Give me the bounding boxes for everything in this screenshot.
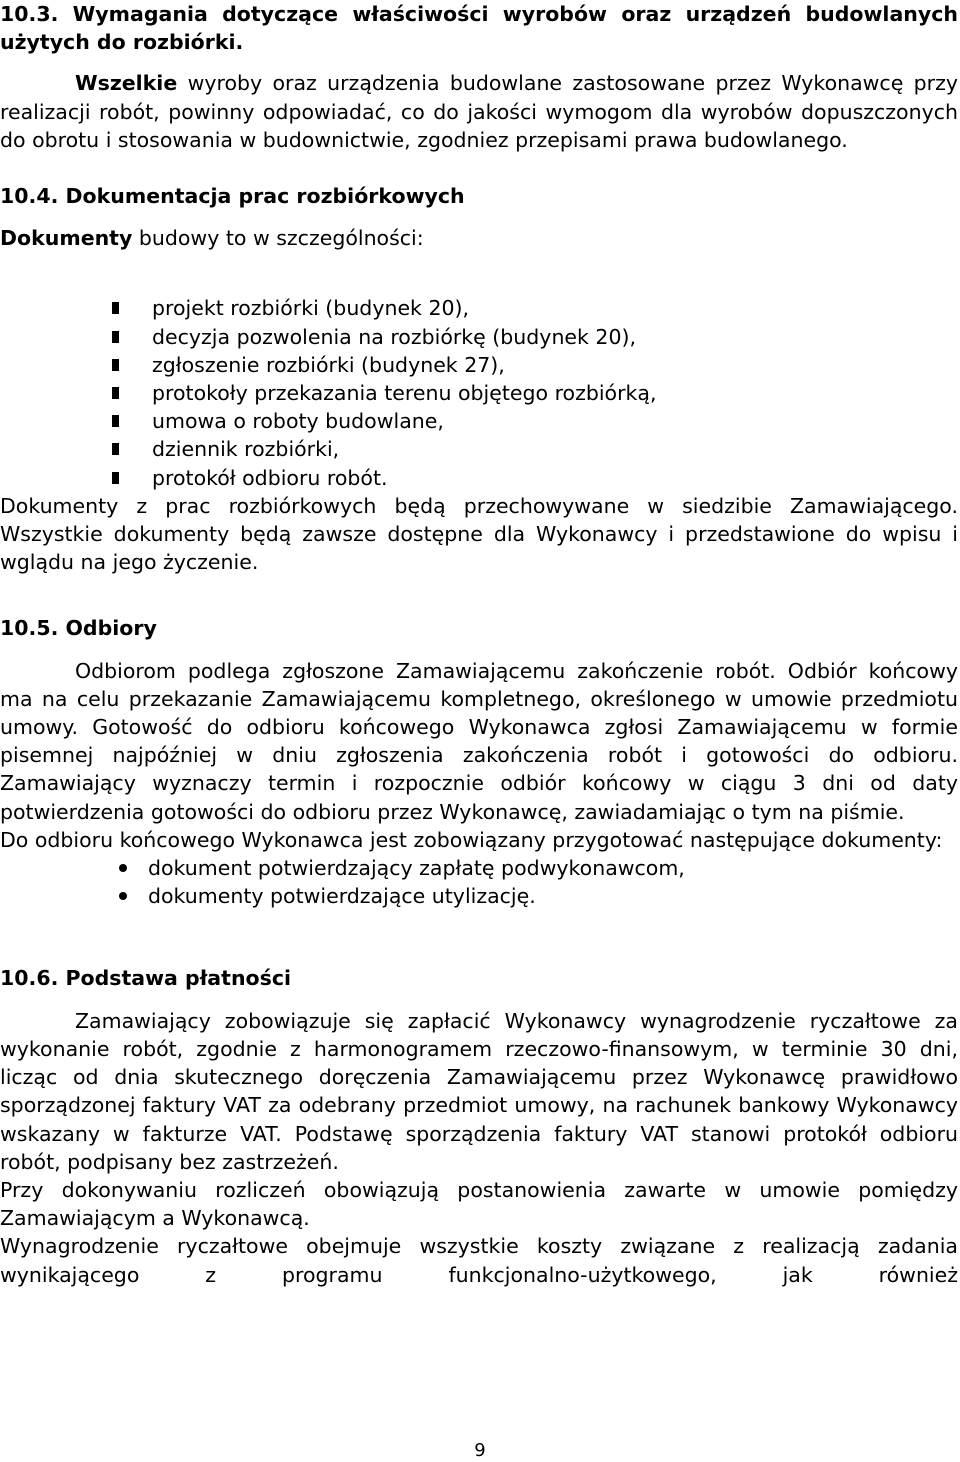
list-item [0, 351, 958, 379]
section-10-4-intro [0, 224, 958, 252]
section-10-5-paragraph: Odbiorom podlega zgłoszone Zamawiającemu zakończenie robót. Odbiór końcowy ma na celu przekazanie Zamawiającemu kompletnego, określonego w umowie przedmiotu umowy. Gotowość do odbioru końcowego Wykonawca zgłosi Zamawiającemu w formie pisemnej najpóźniej w dniu zgłoszenia zakończenia robót i gotowości do odbioru. Zamawiający wyznaczy termin i rozpocznie odbiór końcowy w ciągu 3 dni od daty potwierdzenia gotowości do odbioru przez Wykonawcę, zawiadamiając o tym na piśmie. [0, 658, 958, 824]
square-bullet-icon [112, 331, 119, 343]
section-10-5-docs-intro: Do odbioru końcowego Wykonawca jest zobowiązany przygotować następujące dokumenty: [0, 827, 943, 852]
list-item-text: dziennik rozbiórki, [152, 437, 340, 462]
documents-list [0, 294, 958, 491]
section-10-6 [0, 964, 958, 1288]
list-item-text: projekt rozbiórki (budynek 20), [152, 296, 470, 321]
section-10-6-paragraph-1: Zamawiający zobowiązuje się zapłacić Wykonawcy wynagrodzenie ryczałtowe za wykonanie robót, zgodnie z harmonogramem rzeczowo-finansowym, w terminie 30 dni, licząc od dnia skutecznego doręczenia Zamawiającemu przez Wykonawcę prawidłowo sporządzonej faktury VAT za odebrany przedmiot umowy, na rachunek bankowy Wykonawcy wskazany w fakturze VAT. Podstawę sporządzenia faktury VAT stanowi protokół odbioru robót, podpisany bez zastrzeżeń. [0, 1008, 958, 1174]
list-item [0, 407, 958, 435]
round-bullet-icon [119, 892, 127, 900]
list-item [0, 435, 958, 463]
final-documents-list [0, 854, 958, 910]
section-10-3-paragraph [0, 69, 958, 154]
section-heading-10-6: 10.6. Podstawa płatności [0, 966, 292, 991]
intro-lead-bold: Dokumenty [0, 226, 133, 251]
section-heading-10-4: 10.4. Dokumentacja prac rozbiórkowych [0, 184, 465, 209]
square-bullet-icon [112, 387, 119, 399]
list-item-text: decyzja pozwolenia na rozbiórkę (budynek 20), [152, 324, 637, 349]
section-10-6-paragraph-3: Wynagrodzenie ryczałtowe obejmuje wszystkie koszty związane z realizacją zadania wynikającego z programu funkcjonalno-użytkowego, jak również [0, 1234, 958, 1287]
page-number: 9 [474, 1440, 486, 1461]
list-item-text: dokument potwierdzający zapłatę podwykonawcom, [148, 856, 685, 881]
paragraph-text: wyroby oraz urządzenia budowlane zastosowane przez Wykonawcę przy realizacji robót, powinny odpowiadać, co do jakości wymogom dla wyrobów dopuszczonych do obrotu i stosowania w budownictwie, zgodniez przepisami prawa budowlanego. [0, 71, 958, 152]
round-bullet-icon [119, 864, 127, 872]
section-10-5 [0, 614, 958, 910]
section-heading-10-5: 10.5. Odbiory [0, 616, 157, 641]
list-item [0, 854, 958, 882]
paragraph-lead-bold: Wszelkie [75, 71, 178, 96]
list-item [0, 323, 958, 351]
square-bullet-icon [112, 359, 119, 371]
square-bullet-icon [112, 302, 119, 314]
section-heading-10-3: 10.3. Wymagania dotyczące właściwości wyrobów oraz urządzeń budowlanych użytych do rozbiórki. [0, 2, 958, 55]
section-10-3 [0, 0, 958, 154]
list-item-text: zgłoszenie rozbiórki (budynek 27), [152, 352, 505, 377]
list-item-text: protokoły przekazania terenu objętego rozbiórką, [152, 381, 657, 406]
list-item-text: dokumenty potwierdzające utylizację. [148, 884, 536, 909]
list-item-text: protokół odbioru robót. [152, 465, 388, 490]
square-bullet-icon [112, 472, 119, 484]
intro-text: budowy to w szczególności: [132, 226, 424, 251]
list-item [0, 379, 958, 407]
list-item [0, 294, 958, 322]
list-item [0, 464, 958, 492]
section-10-4-storage-paragraph: Dokumenty z prac rozbiórkowych będą przechowywane w siedzibie Zamawiającego. Wszystkie dokumenty będą zawsze dostępne dla Wykonawcy i przedstawione do wpisu i wglądu na jego życzenie. [0, 493, 958, 575]
list-item-text: umowa o roboty budowlane, [152, 409, 444, 434]
section-10-4 [0, 182, 958, 576]
square-bullet-icon [112, 443, 119, 455]
square-bullet-icon [112, 415, 119, 427]
section-10-6-paragraph-2: Przy dokonywaniu rozliczeń obowiązują postanowienia zawarte w umowie pomiędzy Zamawiającym a Wykonawcą. [0, 1177, 958, 1231]
list-item [0, 882, 958, 910]
